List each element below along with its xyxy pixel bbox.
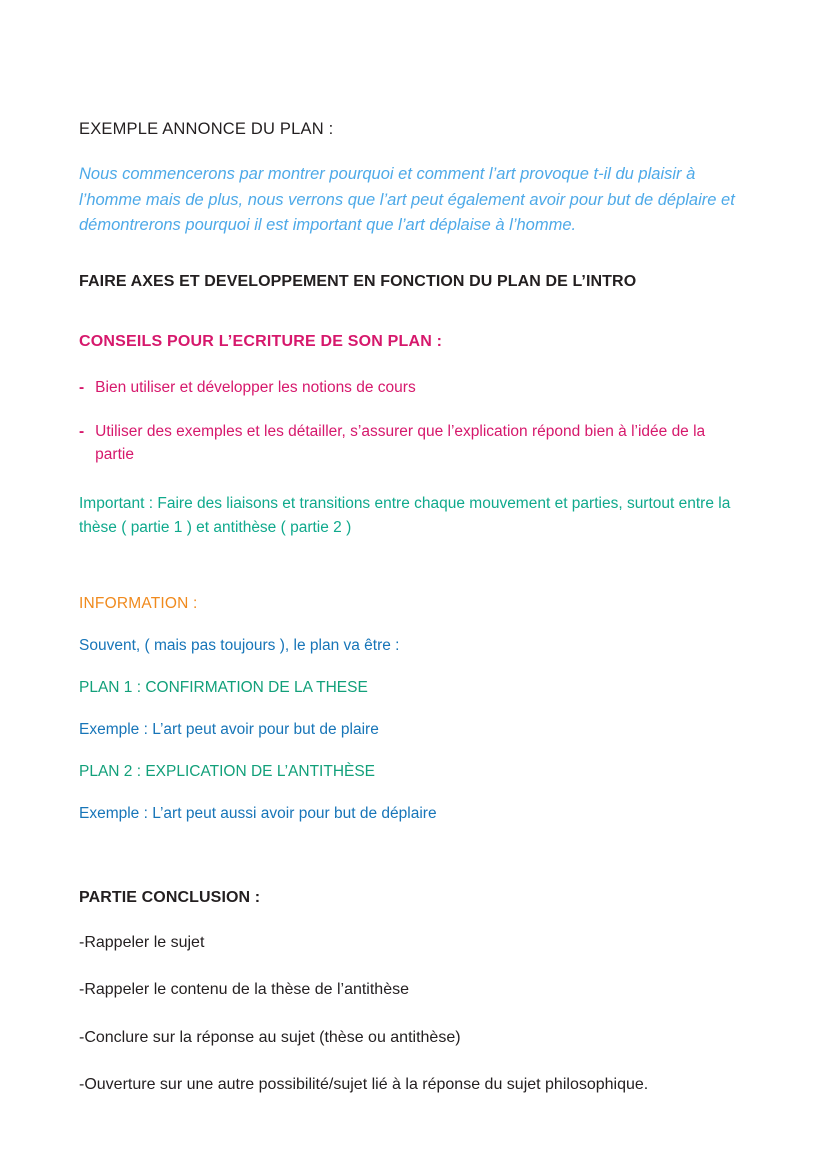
plan-example-heading: EXEMPLE ANNONCE DU PLAN :	[79, 120, 334, 138]
important-note: Important : Faire des liaisons et transitions entre chaque mouvement et parties, surtout entre la thèse ( partie 1 ) et antithèse ( partie 2 )	[79, 495, 731, 536]
conclusion-heading: PARTIE CONCLUSION :	[79, 888, 261, 906]
document-content	[79, 118, 759, 1096]
axes-heading: FAIRE AXES ET DEVELOPPEMENT EN FONCTION DU PLAN DE L’INTRO	[79, 272, 637, 290]
list-item-label: Bien utiliser et développer les notions de cours	[95, 378, 416, 396]
plan-2-title: PLAN 2 : EXPLICATION DE L’ANTITHÈSE	[79, 762, 376, 780]
list-item-label: Utiliser des exemples et les détailler, s’assurer que l’explication répond bien à l’idée de la partie	[95, 423, 706, 463]
information-intro: Souvent, ( mais pas toujours ), le plan va être :	[79, 636, 400, 654]
plan-1-title: PLAN 1 : CONFIRMATION DE LA THESE	[79, 678, 368, 696]
bullet-dash-icon: -	[79, 378, 85, 396]
conclusion-line: -Conclure sur la réponse au sujet (thèse ou antithèse)	[79, 1028, 461, 1046]
plan-1-example: Exemple : L’art peut avoir pour but de plaire	[79, 720, 379, 738]
conclusion-line: -Rappeler le contenu de la thèse de l’antithèse	[79, 981, 409, 999]
plan-example-body: Nous commencerons par montrer pourquoi et comment l’art provoque t-il du plaisir à l’homme mais de plus, nous verrons que l’art peut également avoir pour but de déplaire et démontrerons pourquoi il est important que l’art déplaise à l’homme.	[79, 165, 735, 235]
conseils-heading: CONSEILS POUR L’ECRITURE DE SON PLAN :	[79, 332, 443, 350]
list-item	[79, 377, 744, 399]
bullet-dash-icon: -	[79, 423, 85, 441]
list-item	[79, 421, 744, 466]
information-heading: INFORMATION :	[79, 594, 198, 612]
conclusion-line: -Rappeler le sujet	[79, 933, 205, 951]
plan-2-example: Exemple : L’art peut aussi avoir pour but de déplaire	[79, 804, 437, 822]
conclusion-line: -Ouverture sur une autre possibilité/sujet lié à la réponse du sujet philosophique.	[79, 1076, 649, 1094]
